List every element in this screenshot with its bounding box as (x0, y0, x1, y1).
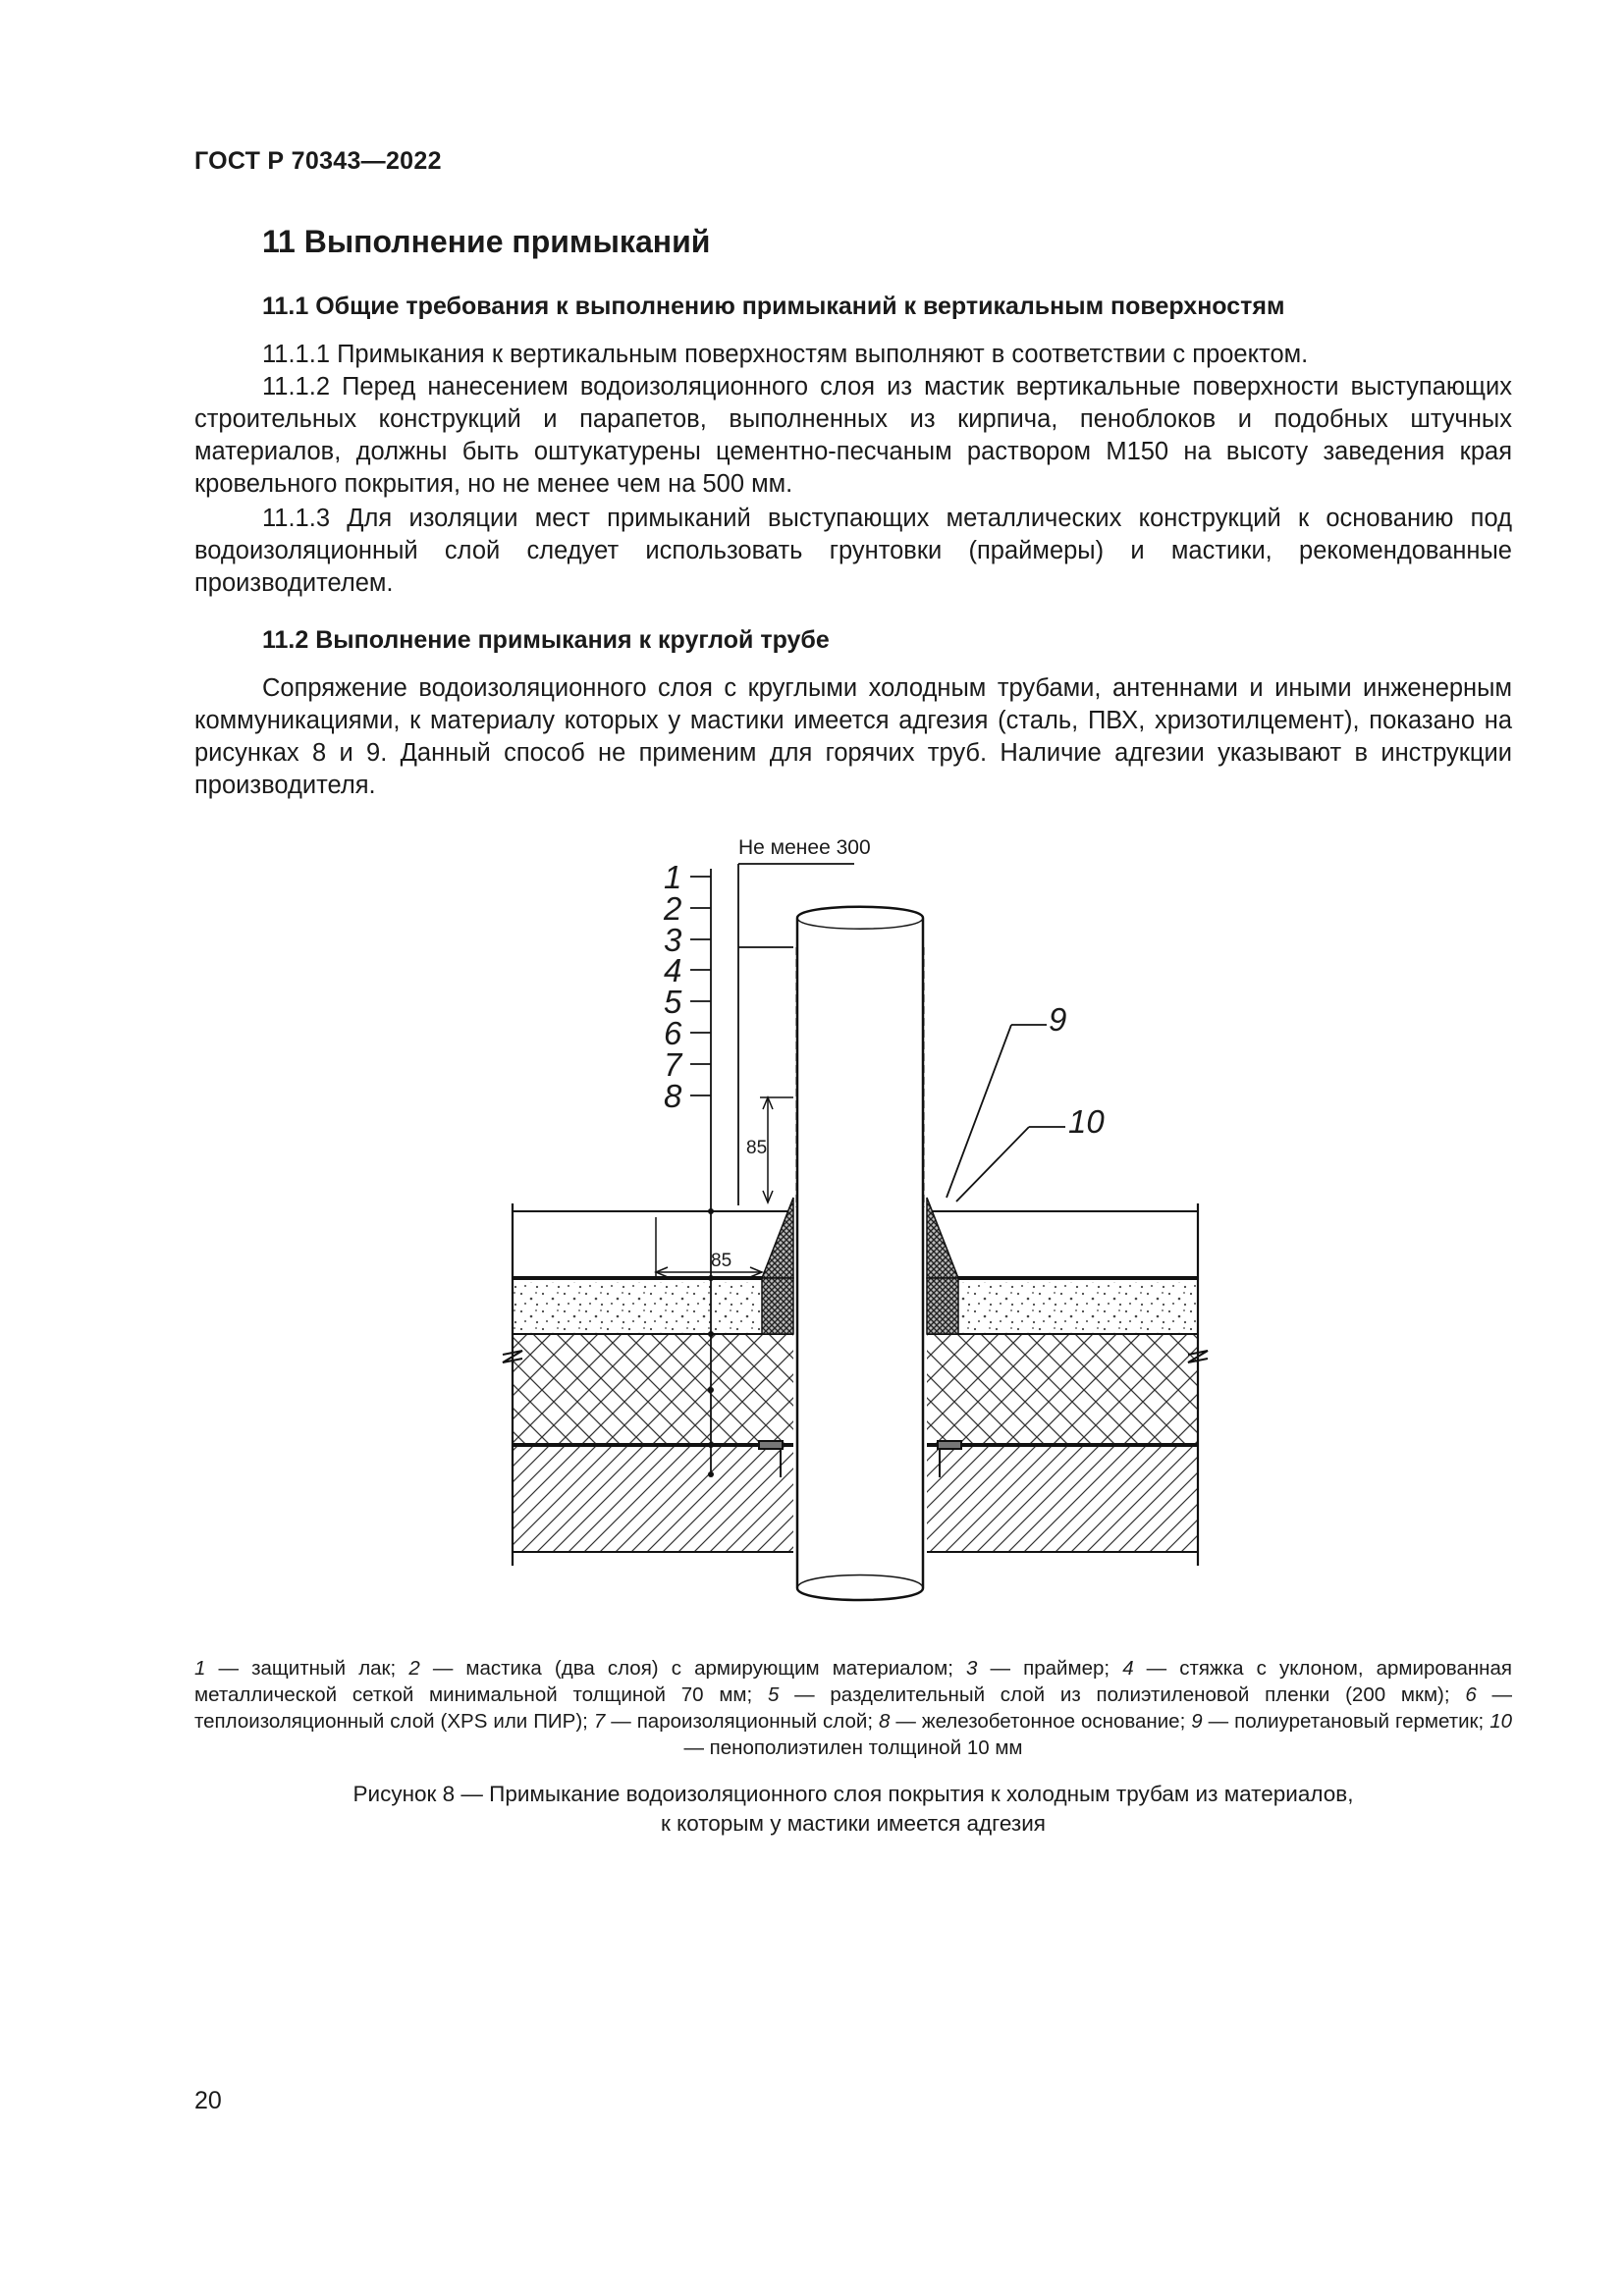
label-2: 2 (664, 890, 682, 927)
paragraph-11-1-2: 11.1.2 Перед нанесением водоизоляционного слоя из мастик вертикальные поверхности выступающих строительных конструкций и парапетов, выполненных из кирпича, пеноблоков и подобных штучных материалов, должны быть оштукатурены цементно-песчаным раствором М150 на высоту заведения края кровельного покрытия, но не менее чем на 500 мм. (194, 373, 1512, 498)
dim-horizontal-85: 85 (711, 1251, 732, 1271)
subsection-title-11-1: 11.1 Общие требования к выполнению примыканий к вертикальным поверхностям (262, 293, 1285, 320)
label-3: 3 (664, 922, 682, 958)
concrete-base-left (513, 1447, 793, 1552)
subsection-title-11-2: 11.2 Выполнение примыкания к круглой трубе (262, 626, 830, 654)
document-header: ГОСТ Р 70343—2022 (194, 147, 442, 175)
top-dimension-label: Не менее 300 (738, 836, 871, 859)
concrete-base-right (927, 1447, 1198, 1552)
paragraph-pipe-junction: Сопряжение водоизоляционного слоя с круглыми холодным трубами, антеннами и иными инженерным коммуникациями, к материалу которых у мастики имеется адгезия (сталь, ПВХ, хризотилцемент), показано на рисунках 8 и 9. Данный способ не применим для горячих труб. Наличие адгезии указывают в инструкции производителя. (194, 674, 1512, 799)
figure-caption-line-1: Рисунок 8 — Примыкание водоизоляционного слоя покрытия к холодным трубам из материалов, (352, 1782, 1354, 1806)
figure-caption-line-2: к которым у мастики имеется адгезия (661, 1811, 1046, 1836)
label-9: 9 (1049, 1001, 1067, 1038)
figure-legend: 1 — защитный лак; 2 — мастика (два слоя) с армирующим материалом; 3 — праймер; 4 — стяжка с уклоном, армированная металлической сеткой минимальной толщиной 70 мм; 5 — разделительный слой из полиэтиленовой пленки (200 мкм); 6 — теплоизоляционный слой (XPS или ПИР); 7 — пароизоляционный слой; 8 — железобетонное основание; 9 — полиуретановый герметик; 10 — пенополиэтилен толщиной 10 мм (194, 1657, 1513, 1759)
section-title: 11 Выполнение примыканий (262, 224, 711, 259)
label-1: 1 (664, 859, 682, 895)
label-4: 4 (664, 952, 682, 988)
label-10: 10 (1068, 1103, 1105, 1140)
paragraph-11-1-1: 11.1.1 Примыкания к вертикальным поверхностям выполняют в соответствии с проектом. (262, 341, 1309, 368)
dim-vertical-85: 85 (746, 1138, 768, 1158)
screed-layer-left (513, 1282, 793, 1334)
figure-caption (194, 1780, 1512, 1839)
insulation-layer-right (927, 1334, 1198, 1444)
screed-layer-right (927, 1282, 1198, 1334)
label-8: 8 (664, 1078, 682, 1114)
insulation-layer-left (513, 1334, 793, 1444)
label-5: 5 (664, 984, 682, 1020)
page-number: 20 (194, 2087, 222, 2114)
label-6: 6 (664, 1015, 682, 1051)
label-7: 7 (664, 1046, 682, 1083)
paragraph-11-1-3: 11.1.3 Для изоляции мест примыканий выступающих металлических конструкций к основанию под водоизоляционный слой следует использовать грунтовки (праймеры) и мастики, рекомендованные производителем. (194, 505, 1512, 597)
